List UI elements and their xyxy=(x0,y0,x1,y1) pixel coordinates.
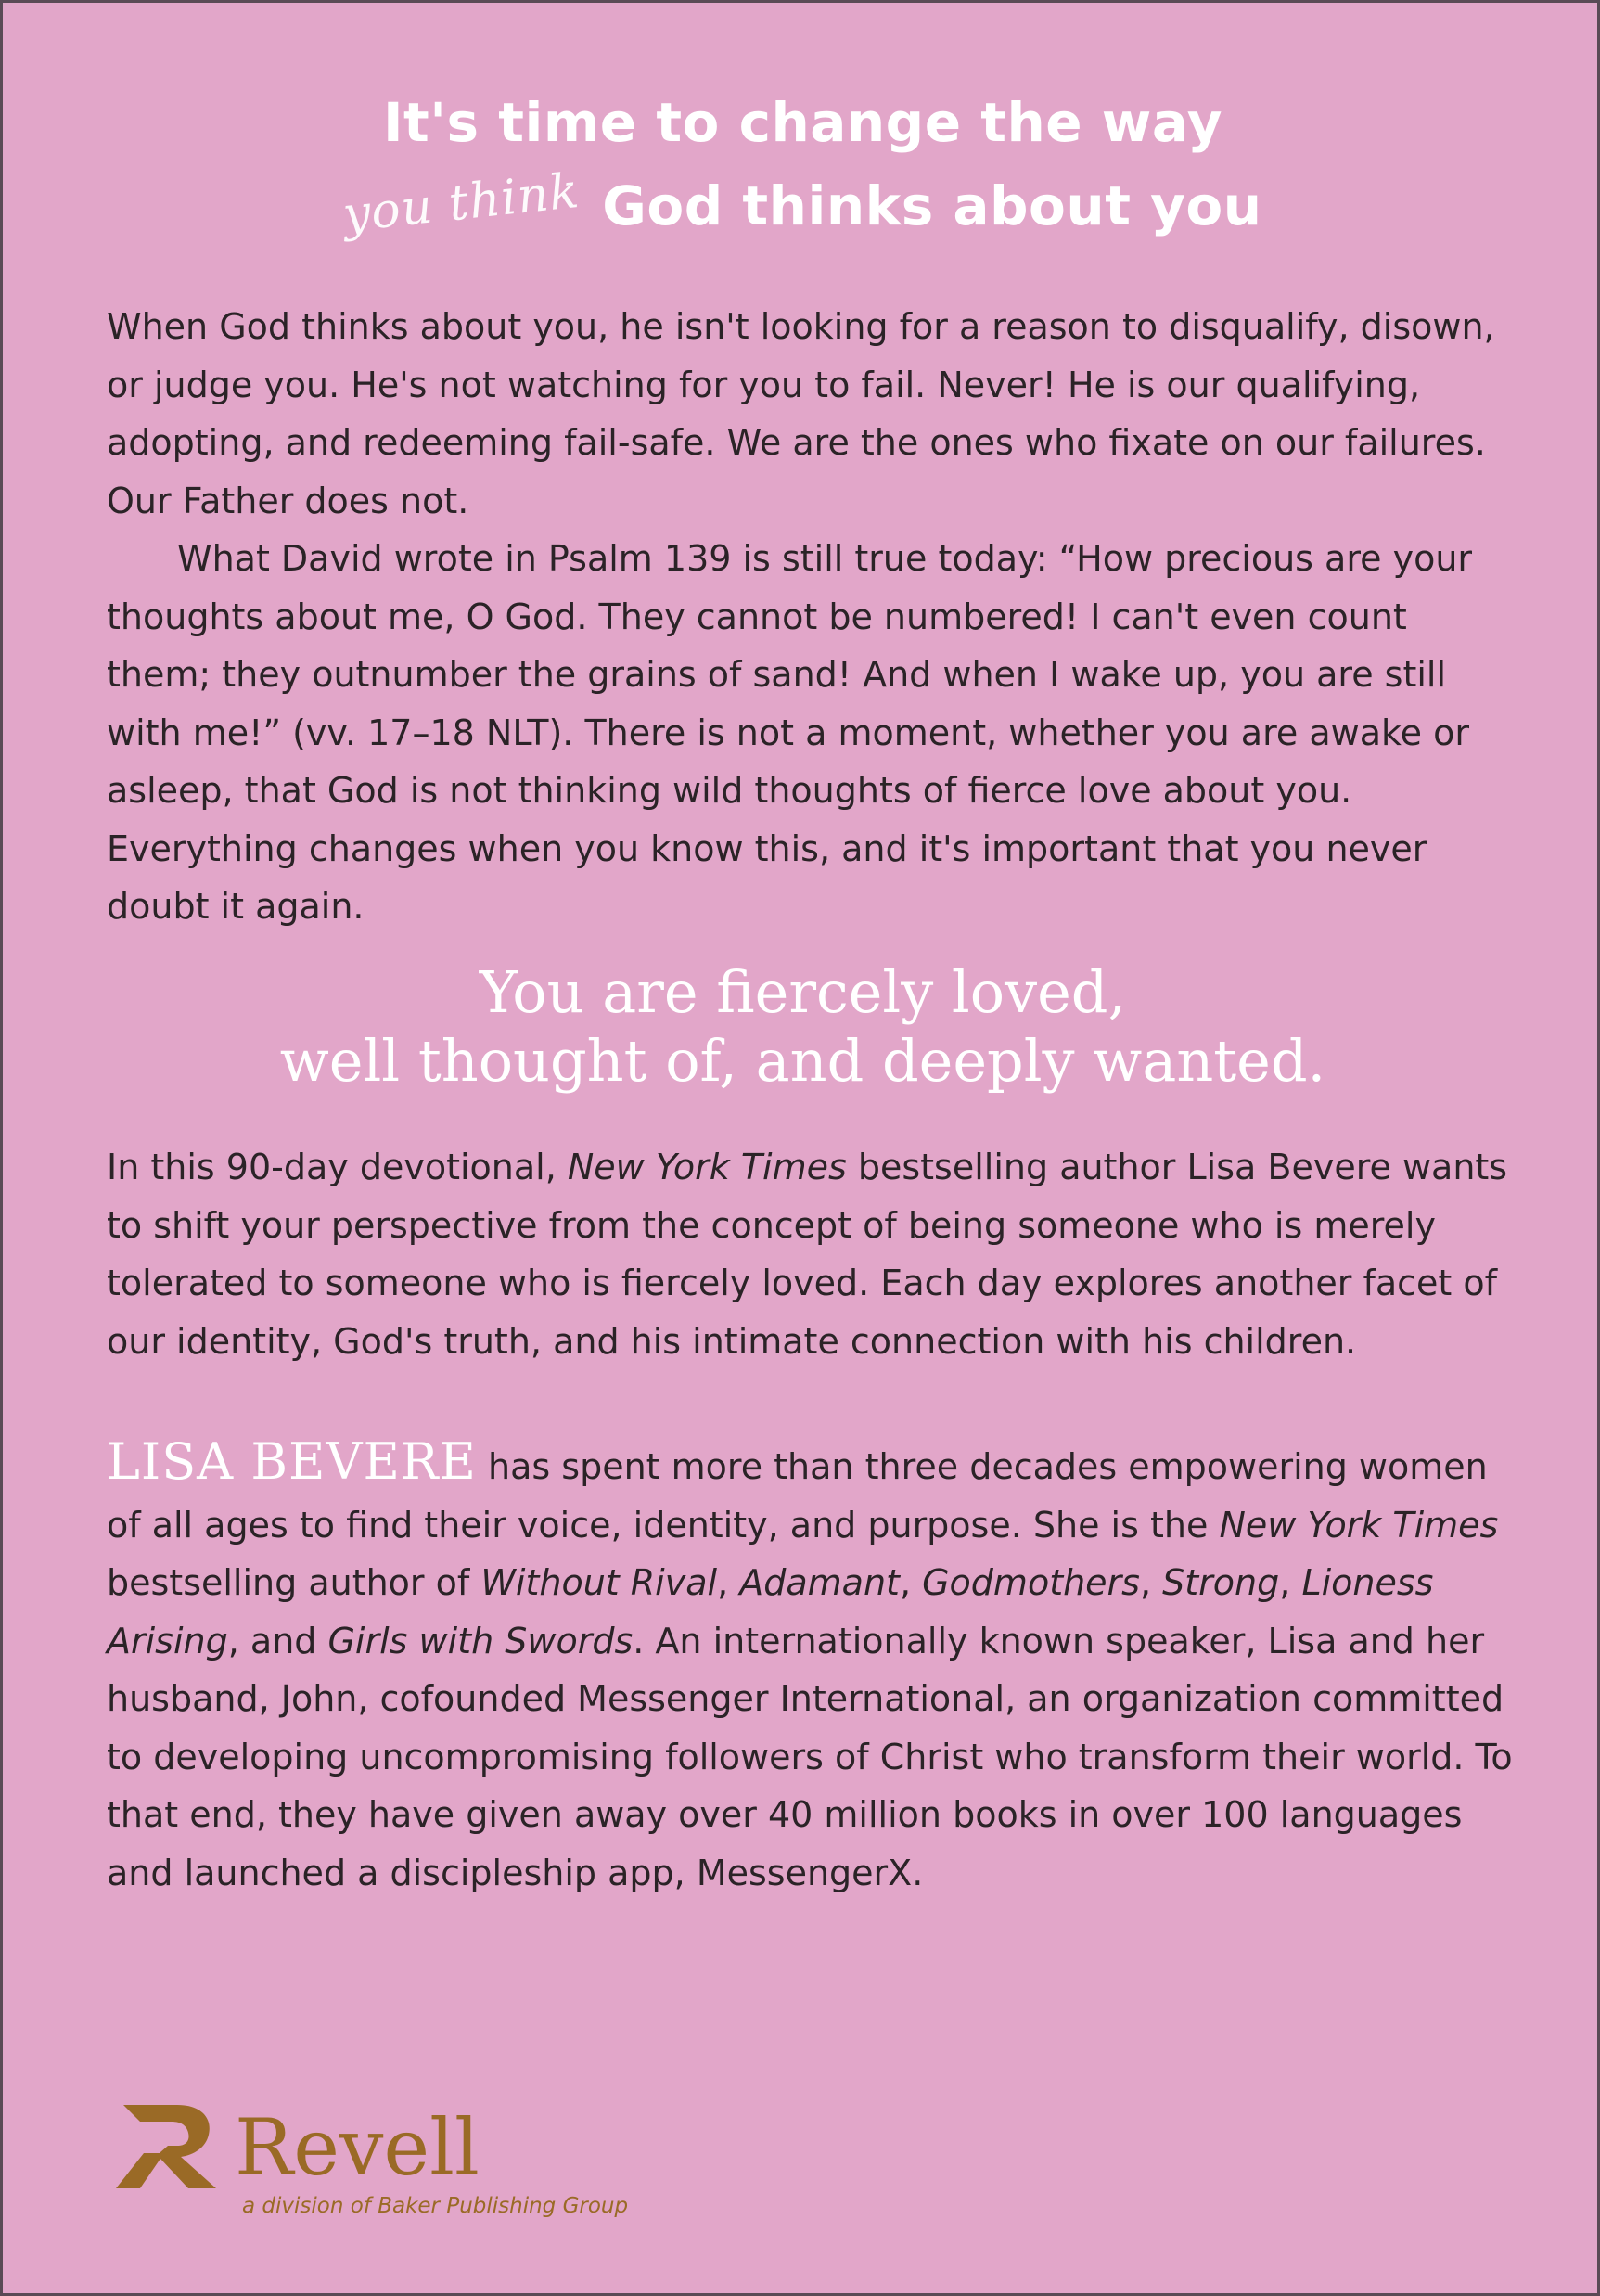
bio-text-2: bestselling author of xyxy=(107,1562,481,1603)
book-title-strong: Strong xyxy=(1162,1562,1280,1603)
description-nyt: New York Times xyxy=(567,1147,847,1187)
bio-text-3: . An internationally known speaker, Lisa and her husband, John, cofounded Messenger International, an organization committed to developing uncompromising followers of Christ who transform their world. To that end, they have given away over 40 million books in over 100 languages and launched a discipleship app, MessengerX. xyxy=(107,1620,1513,1893)
bio-sep-4: , xyxy=(1279,1562,1302,1603)
bio-nyt: New York Times xyxy=(1219,1504,1499,1546)
intro-paragraph-2: What David wrote in Psalm 139 is still true today: “How precious are your thoughts about me, O God. They cannot be numbered! I can't even count them; they outnumber the grains of sand! And when I wake up, you are still with me!” (vv. 17–18 NLT). There is not a moment, whether you are awake or asleep, that God is not thinking wild thoughts of fierce love about you. Everything changes when you know this, and it's important that you never doubt it again. xyxy=(107,538,1473,927)
headline-line-2: God thinks about you xyxy=(602,174,1262,237)
book-title-without-rival: Without Rival xyxy=(480,1562,718,1603)
bio-sep-3: , xyxy=(1139,1562,1163,1603)
description-paragraph xyxy=(107,1138,1517,1370)
tagline-line-2: well thought of, and deeply wanted. xyxy=(279,1027,1326,1095)
publisher-subtitle: a division of Baker Publishing Group xyxy=(242,2194,629,2218)
tagline-line-1: You are fiercely loved, xyxy=(479,958,1127,1026)
publisher-name: Revell xyxy=(235,2102,480,2193)
bio-sep-5: , and xyxy=(227,1620,328,1661)
description-text xyxy=(107,1138,1517,1370)
intro-text xyxy=(107,298,1517,936)
revell-r-icon xyxy=(112,2099,224,2192)
author-name: LISA BEVERE xyxy=(107,1432,477,1491)
bio-text-1: has spent more than three decades empowering women of all ages to find their voice, identity, and purpose. She is the xyxy=(107,1446,1488,1546)
description-rest: bestselling author Lisa Bevere wants to shift your perspective from the concept of being someone who is merely tolerated to someone who is fiercely loved. Each day explores another facet of our identity, God's truth, and his intimate connection with his children. xyxy=(107,1147,1508,1362)
bio-sep-1: , xyxy=(717,1562,740,1603)
headline-line-2-row xyxy=(3,162,1600,244)
publisher-logo xyxy=(112,2099,669,2220)
book-title-girls-with-swords: Girls with Swords xyxy=(327,1620,634,1661)
book-title-adamant: Adamant xyxy=(739,1562,900,1603)
bio-paragraph xyxy=(107,1433,1517,1902)
book-title-lioness-arising: Lioness Arising xyxy=(107,1562,1434,1661)
intro-paragraph-1: When God thinks about you, he isn't looking for a reason to disqualify, disown, or judge you. He's not watching for you to fail. Never! He is our qualifying, adopting, and redeeming fail-safe. We are the ones who fixate on our failures. Our Father does not. xyxy=(107,306,1495,521)
bio-sep-2: , xyxy=(899,1562,923,1603)
tagline xyxy=(3,958,1600,1096)
headline-line-1: It's time to change the way xyxy=(382,91,1223,154)
script-you-think: you think xyxy=(340,162,582,244)
author-bio xyxy=(107,1433,1517,1902)
description-lead: In this 90-day devotional, xyxy=(107,1147,568,1187)
book-title-godmothers: Godmothers xyxy=(922,1562,1140,1603)
